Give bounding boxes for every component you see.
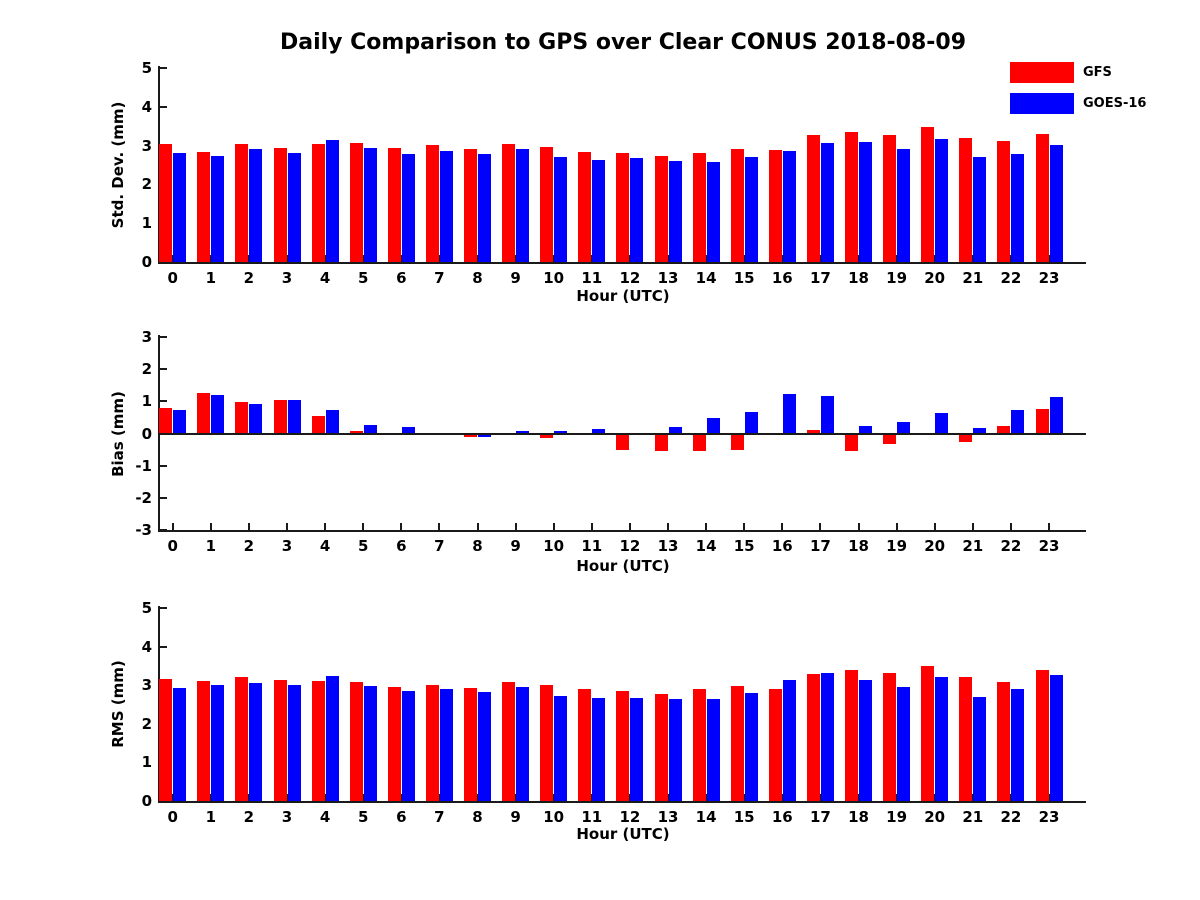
bar-goes16-h0 (173, 410, 186, 433)
bar-gfs-h21 (959, 677, 972, 801)
bar-goes16-h22 (1011, 689, 1024, 801)
y-tick-label: 0 (141, 792, 152, 810)
x-tick-label: 1 (205, 269, 217, 287)
bar-goes16-h0 (173, 153, 186, 262)
legend-label-gfs: GFS (1083, 65, 1112, 80)
x-tick-label: 20 (924, 537, 946, 555)
x-tick-label: 10 (543, 269, 565, 287)
x-tick-label: 11 (581, 269, 603, 287)
y-axis-label-stddev: Std. Dev. (mm) (109, 101, 127, 229)
bar-goes16-h17 (821, 396, 834, 434)
bar-goes16-h8 (478, 154, 491, 262)
x-tick-label: 6 (396, 808, 407, 826)
bar-goes16-h19 (897, 687, 910, 801)
bar-goes16-h11 (592, 160, 605, 262)
y-tick-label: 5 (141, 59, 152, 77)
bar-goes16-h14 (707, 418, 720, 433)
bar-gfs-h12 (616, 153, 629, 262)
x-tick-label: 8 (472, 808, 483, 826)
y-axis-label-bias: Bias (mm) (109, 391, 127, 477)
x-tick-label: 17 (809, 808, 831, 826)
x-tick-label: 12 (619, 808, 641, 826)
bar-goes16-h22 (1011, 154, 1024, 262)
bar-goes16-h9 (516, 149, 529, 262)
bar-gfs-h21 (959, 138, 972, 262)
bar-gfs-h18 (845, 670, 858, 801)
bar-gfs-h9 (502, 682, 515, 801)
bar-goes16-h20 (935, 677, 948, 801)
bar-goes16-h23 (1050, 145, 1063, 262)
legend-label-goes16: GOES-16 (1083, 96, 1147, 111)
bar-goes16-h18 (859, 142, 872, 262)
x-tick-label: 6 (396, 537, 407, 555)
bar-gfs-h13 (655, 694, 668, 801)
x-tick-label: 16 (771, 808, 793, 826)
bar-goes16-h2 (249, 149, 262, 262)
bar-gfs-h1 (197, 393, 210, 433)
bar-goes16-h10 (554, 696, 567, 801)
bar-goes16-h3 (288, 153, 301, 262)
y-tick-label: 2 (141, 175, 152, 194)
bar-goes16-h16 (783, 151, 796, 262)
x-axis-spine (158, 801, 1086, 803)
bar-gfs-h14 (693, 153, 706, 262)
bar-goes16-h6 (402, 691, 415, 801)
y-tick-mark (160, 607, 167, 609)
bar-gfs-h0 (159, 408, 172, 434)
bar-gfs-h2 (235, 677, 248, 801)
bar-goes16-h13 (669, 699, 682, 801)
x-tick-label: 3 (281, 269, 293, 287)
x-tick-label: 18 (848, 269, 869, 287)
y-tick-label: 5 (141, 599, 152, 617)
bar-goes16-h19 (897, 149, 910, 262)
bar-goes16-h16 (783, 394, 796, 433)
x-tick-label: 14 (695, 808, 717, 826)
bar-goes16-h15 (745, 693, 758, 801)
x-tick-label: 3 (281, 808, 293, 826)
x-axis-label-panel3: Hour (UTC) (576, 825, 670, 843)
bar-gfs-h11 (578, 152, 591, 262)
y-tick-label: 4 (141, 97, 152, 116)
bar-gfs-h22 (997, 682, 1010, 801)
x-tick-label: 5 (357, 537, 369, 555)
x-tick-label: 7 (434, 537, 445, 555)
bar-goes16-h4 (326, 410, 339, 433)
bar-gfs-h10 (540, 147, 553, 262)
bar-gfs-h7 (426, 145, 439, 262)
bar-goes16-h1 (211, 156, 224, 262)
bar-gfs-h4 (312, 681, 325, 801)
x-tick-label: 0 (167, 808, 178, 826)
bar-gfs-h2 (235, 402, 248, 434)
bar-goes16-h2 (249, 683, 262, 801)
x-tick-label: 23 (1038, 537, 1060, 555)
bar-goes16-h21 (973, 157, 986, 262)
bar-gfs-h10 (540, 685, 553, 801)
bar-gfs-h18 (845, 132, 858, 262)
x-tick-label: 15 (733, 808, 755, 826)
bar-goes16-h21 (973, 697, 986, 801)
bar-goes16-h14 (707, 699, 720, 801)
bar-gfs-h11 (578, 689, 591, 801)
bar-goes16-h1 (211, 685, 224, 801)
bar-gfs-h8 (464, 149, 477, 262)
x-tick-label: 7 (434, 269, 445, 287)
bar-gfs-h19 (883, 135, 896, 262)
bar-gfs-h8 (464, 688, 477, 801)
bar-gfs-h2 (235, 144, 248, 262)
bar-goes16-h20 (935, 413, 948, 434)
x-tick-label: 13 (657, 808, 679, 826)
y-tick-label: 0 (141, 424, 152, 443)
x-tick-label: 23 (1038, 269, 1060, 287)
bar-goes16-h10 (554, 157, 567, 262)
bar-gfs-h1 (197, 152, 210, 262)
bar-goes16-h5 (364, 686, 377, 801)
bar-goes16-h2 (249, 404, 262, 434)
x-tick-label: 1 (205, 537, 217, 555)
x-tick-label: 17 (809, 269, 831, 287)
bar-gfs-h6 (388, 687, 401, 801)
x-axis-label-panel2: Hour (UTC) (576, 557, 670, 575)
x-tick-label: 9 (510, 269, 521, 287)
x-tick-label: 5 (357, 808, 369, 826)
x-tick-label: 22 (1000, 808, 1022, 826)
bar-goes16-h22 (1011, 410, 1024, 433)
bar-gfs-h19 (883, 673, 896, 801)
bar-goes16-h18 (859, 680, 872, 801)
x-tick-label: 6 (396, 269, 407, 287)
chart-title: Daily Comparison to GPS over Clear CONUS 2018-08-09 (279, 30, 967, 55)
x-tick-label: 21 (962, 269, 984, 287)
y-tick-label: -1 (135, 456, 152, 475)
x-tick-label: 10 (543, 537, 565, 555)
y-tick-label: 1 (141, 214, 152, 233)
x-tick-label: 8 (472, 537, 483, 555)
x-tick-label: 2 (243, 537, 255, 555)
x-tick-label: 0 (167, 269, 178, 287)
x-tick-label: 14 (695, 537, 717, 555)
bar-gfs-h13 (655, 434, 668, 452)
zero-line (160, 433, 1086, 435)
x-tick-label: 2 (243, 808, 255, 826)
x-tick-label: 10 (543, 808, 565, 826)
x-tick-label: 11 (581, 537, 603, 555)
bar-gfs-h14 (693, 434, 706, 452)
bar-goes16-h0 (173, 688, 186, 801)
bar-gfs-h3 (274, 400, 287, 434)
bar-gfs-h23 (1036, 134, 1049, 262)
bar-gfs-h0 (159, 679, 172, 801)
bar-goes16-h12 (630, 158, 643, 262)
bar-gfs-h5 (350, 682, 363, 801)
bar-goes16-h13 (669, 161, 682, 262)
x-tick-label: 19 (886, 808, 908, 826)
x-tick-label: 3 (281, 537, 293, 555)
bar-goes16-h9 (516, 687, 529, 801)
bar-gfs-h9 (502, 144, 515, 262)
x-tick-label: 13 (657, 537, 679, 555)
y-tick-label: 0 (141, 253, 152, 271)
bar-goes16-h3 (288, 685, 301, 801)
bar-gfs-h15 (731, 434, 744, 451)
x-tick-label: 1 (205, 808, 217, 826)
x-tick-label: 15 (733, 269, 755, 287)
x-tick-label: 17 (809, 537, 831, 555)
x-tick-label: 7 (434, 808, 445, 826)
bar-goes16-h17 (821, 673, 834, 801)
bar-gfs-h12 (616, 434, 629, 450)
x-tick-label: 13 (657, 269, 679, 287)
bar-gfs-h13 (655, 156, 668, 262)
bar-gfs-h7 (426, 685, 439, 801)
bar-gfs-h23 (1036, 670, 1049, 801)
bar-goes16-h3 (288, 400, 301, 433)
bar-gfs-h3 (274, 148, 287, 262)
x-tick-label: 9 (510, 808, 521, 826)
y-tick-label: 3 (141, 136, 152, 155)
x-tick-label: 2 (243, 269, 255, 287)
bar-gfs-h1 (197, 681, 210, 801)
x-tick-label: 5 (357, 269, 369, 287)
bar-gfs-h15 (731, 686, 744, 801)
bar-gfs-h0 (159, 144, 172, 262)
x-tick-label: 16 (771, 269, 793, 287)
x-tick-label: 22 (1000, 537, 1022, 555)
bar-goes16-h8 (478, 692, 491, 801)
bar-goes16-h14 (707, 162, 720, 262)
bar-gfs-h20 (921, 127, 934, 262)
bar-gfs-h16 (769, 689, 782, 801)
bar-goes16-h4 (326, 676, 339, 801)
bar-gfs-h14 (693, 689, 706, 801)
y-tick-label: 1 (141, 753, 152, 772)
bar-goes16-h7 (440, 151, 453, 262)
bar-gfs-h5 (350, 143, 363, 262)
x-axis-label-panel1: Hour (UTC) (576, 287, 670, 305)
bar-gfs-h16 (769, 150, 782, 262)
bar-goes16-h12 (630, 698, 643, 801)
x-tick-label: 15 (733, 537, 755, 555)
x-tick-label: 12 (619, 537, 641, 555)
bar-gfs-h3 (274, 680, 287, 801)
x-tick-label: 23 (1038, 808, 1060, 826)
y-tick-label: 4 (141, 637, 152, 656)
bar-gfs-h21 (959, 434, 972, 442)
x-tick-label: 20 (924, 808, 946, 826)
y-tick-label: 2 (141, 714, 152, 733)
x-tick-label: 4 (319, 269, 331, 287)
x-tick-label: 0 (167, 537, 178, 555)
y-tick-label: 1 (141, 392, 152, 411)
x-tick-label: 9 (510, 537, 521, 555)
bar-gfs-h4 (312, 416, 325, 434)
y-tick-label: 2 (141, 360, 152, 379)
x-tick-label: 4 (319, 808, 331, 826)
y-tick-label: 3 (141, 676, 152, 695)
bar-gfs-h15 (731, 149, 744, 262)
bar-goes16-h16 (783, 680, 796, 801)
x-tick-label: 19 (886, 269, 908, 287)
x-tick-label: 18 (848, 808, 869, 826)
bar-goes16-h11 (592, 698, 605, 801)
bar-goes16-h1 (211, 395, 224, 434)
x-tick-label: 11 (581, 808, 603, 826)
bar-goes16-h17 (821, 143, 834, 262)
bar-gfs-h17 (807, 135, 820, 262)
bar-gfs-h23 (1036, 409, 1049, 433)
y-tick-mark (160, 646, 167, 648)
y-tick-label: 3 (141, 328, 152, 346)
x-tick-label: 19 (886, 537, 908, 555)
bar-gfs-h20 (921, 666, 934, 801)
x-tick-label: 14 (695, 269, 717, 287)
x-tick-label: 21 (962, 808, 984, 826)
bar-goes16-h5 (364, 148, 377, 262)
bar-gfs-h12 (616, 691, 629, 801)
x-tick-label: 12 (619, 269, 641, 287)
x-tick-label: 22 (1000, 269, 1022, 287)
y-tick-label: -3 (135, 521, 152, 539)
x-tick-label: 8 (472, 269, 483, 287)
bar-gfs-h19 (883, 434, 896, 445)
bar-goes16-h15 (745, 157, 758, 262)
bar-goes16-h6 (402, 154, 415, 262)
y-tick-label: -2 (135, 488, 152, 507)
y-axis-label-rms: RMS (mm) (109, 660, 127, 748)
bar-gfs-h6 (388, 148, 401, 262)
bar-goes16-h23 (1050, 397, 1063, 433)
bar-gfs-h22 (997, 141, 1010, 262)
bar-goes16-h15 (745, 412, 758, 433)
bar-goes16-h23 (1050, 675, 1063, 801)
bar-gfs-h4 (312, 144, 325, 262)
x-tick-label: 18 (848, 537, 869, 555)
x-tick-label: 4 (319, 537, 331, 555)
x-tick-label: 20 (924, 269, 946, 287)
bar-goes16-h7 (440, 689, 453, 801)
bar-goes16-h4 (326, 140, 339, 262)
bar-gfs-h18 (845, 434, 858, 452)
bar-gfs-h17 (807, 674, 820, 801)
bar-goes16-h20 (935, 139, 948, 262)
x-tick-label: 21 (962, 537, 984, 555)
x-tick-label: 16 (771, 537, 793, 555)
